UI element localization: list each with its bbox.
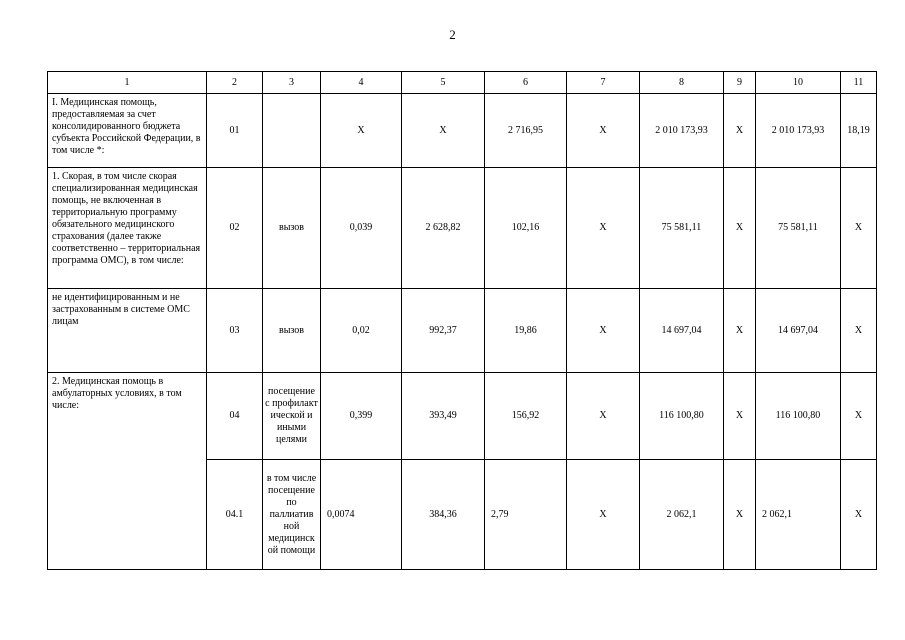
row-code: 01: [207, 94, 263, 168]
table-cell: X: [724, 94, 756, 168]
data-table: [47, 71, 877, 570]
table-cell: X: [402, 94, 485, 168]
table-cell: X: [567, 460, 640, 570]
header-cell: 4: [321, 72, 402, 94]
row-code: 04: [207, 373, 263, 460]
table-cell: 2 062,1: [756, 460, 841, 570]
table-cell: X: [321, 94, 402, 168]
header-cell: 2: [207, 72, 263, 94]
table-cell: X: [724, 460, 756, 570]
row-description: 1. Скорая, в том числе скорая специализированная медицинская помощь, не включенная в территориальную программу обязательного медицинского страхования (далее также соответственно – территориальная программа ОМС), в том числе:: [48, 168, 207, 289]
table-cell: X: [841, 373, 877, 460]
table-cell: 0,039: [321, 168, 402, 289]
table-cell: 992,37: [402, 289, 485, 373]
table-row: [48, 373, 877, 460]
table-cell: 2 716,95: [485, 94, 567, 168]
unit-cell: вызов: [263, 168, 321, 289]
table-cell: 75 581,11: [640, 168, 724, 289]
header-cell: 9: [724, 72, 756, 94]
table-cell: 2 628,82: [402, 168, 485, 289]
header-cell: 10: [756, 72, 841, 94]
table-cell: X: [841, 460, 877, 570]
table-cell: 102,16: [485, 168, 567, 289]
table-cell: 19,86: [485, 289, 567, 373]
table-cell: 14 697,04: [640, 289, 724, 373]
table-cell: X: [841, 168, 877, 289]
header-cell: 1: [48, 72, 207, 94]
unit-cell: [263, 94, 321, 168]
table-cell: X: [567, 94, 640, 168]
table-cell: X: [567, 373, 640, 460]
page-number: 2: [449, 27, 456, 42]
header-cell: 5: [402, 72, 485, 94]
table-cell: 75 581,11: [756, 168, 841, 289]
table-cell: X: [841, 289, 877, 373]
header-row: [48, 72, 877, 94]
header-cell: 7: [567, 72, 640, 94]
header-cell: 8: [640, 72, 724, 94]
table-cell: 0,399: [321, 373, 402, 460]
table-cell: 156,92: [485, 373, 567, 460]
row-code: 02: [207, 168, 263, 289]
table-cell: 0,0074: [321, 460, 402, 570]
unit-cell: в том числе посещение по паллиатив ной медицинск ой помощи: [263, 460, 321, 570]
table-row: [48, 168, 877, 289]
unit-cell: вызов: [263, 289, 321, 373]
table-cell: X: [567, 289, 640, 373]
table-cell: 18,19: [841, 94, 877, 168]
table-cell: X: [724, 373, 756, 460]
table-cell: X: [724, 289, 756, 373]
row-code: 03: [207, 289, 263, 373]
table-cell: 2 010 173,93: [756, 94, 841, 168]
unit-cell: посещение с профилакт ической и иными целями: [263, 373, 321, 460]
table-cell: 14 697,04: [756, 289, 841, 373]
row-description: не идентифицированным и не застрахованным в системе ОМС лицам: [48, 289, 207, 373]
table-cell: X: [724, 168, 756, 289]
header-cell: 11: [841, 72, 877, 94]
table-cell: 2,79: [485, 460, 567, 570]
header-cell: 3: [263, 72, 321, 94]
table-cell: 393,49: [402, 373, 485, 460]
table-cell: 116 100,80: [640, 373, 724, 460]
table-row: [48, 94, 877, 168]
row-description: 2. Медицинская помощь в амбулаторных условиях, в том числе:: [48, 373, 207, 570]
table-cell: 0,02: [321, 289, 402, 373]
table-cell: 116 100,80: [756, 373, 841, 460]
row-description: I. Медицинская помощь, предоставляемая за счет консолидированного бюджета субъекта Российской Федерации, в том числе *:: [48, 94, 207, 168]
header-cell: 6: [485, 72, 567, 94]
table-cell: 384,36: [402, 460, 485, 570]
table-row: [48, 289, 877, 373]
table-cell: 2 010 173,93: [640, 94, 724, 168]
table-cell: X: [567, 168, 640, 289]
table-cell: 2 062,1: [640, 460, 724, 570]
row-code: 04.1: [207, 460, 263, 570]
